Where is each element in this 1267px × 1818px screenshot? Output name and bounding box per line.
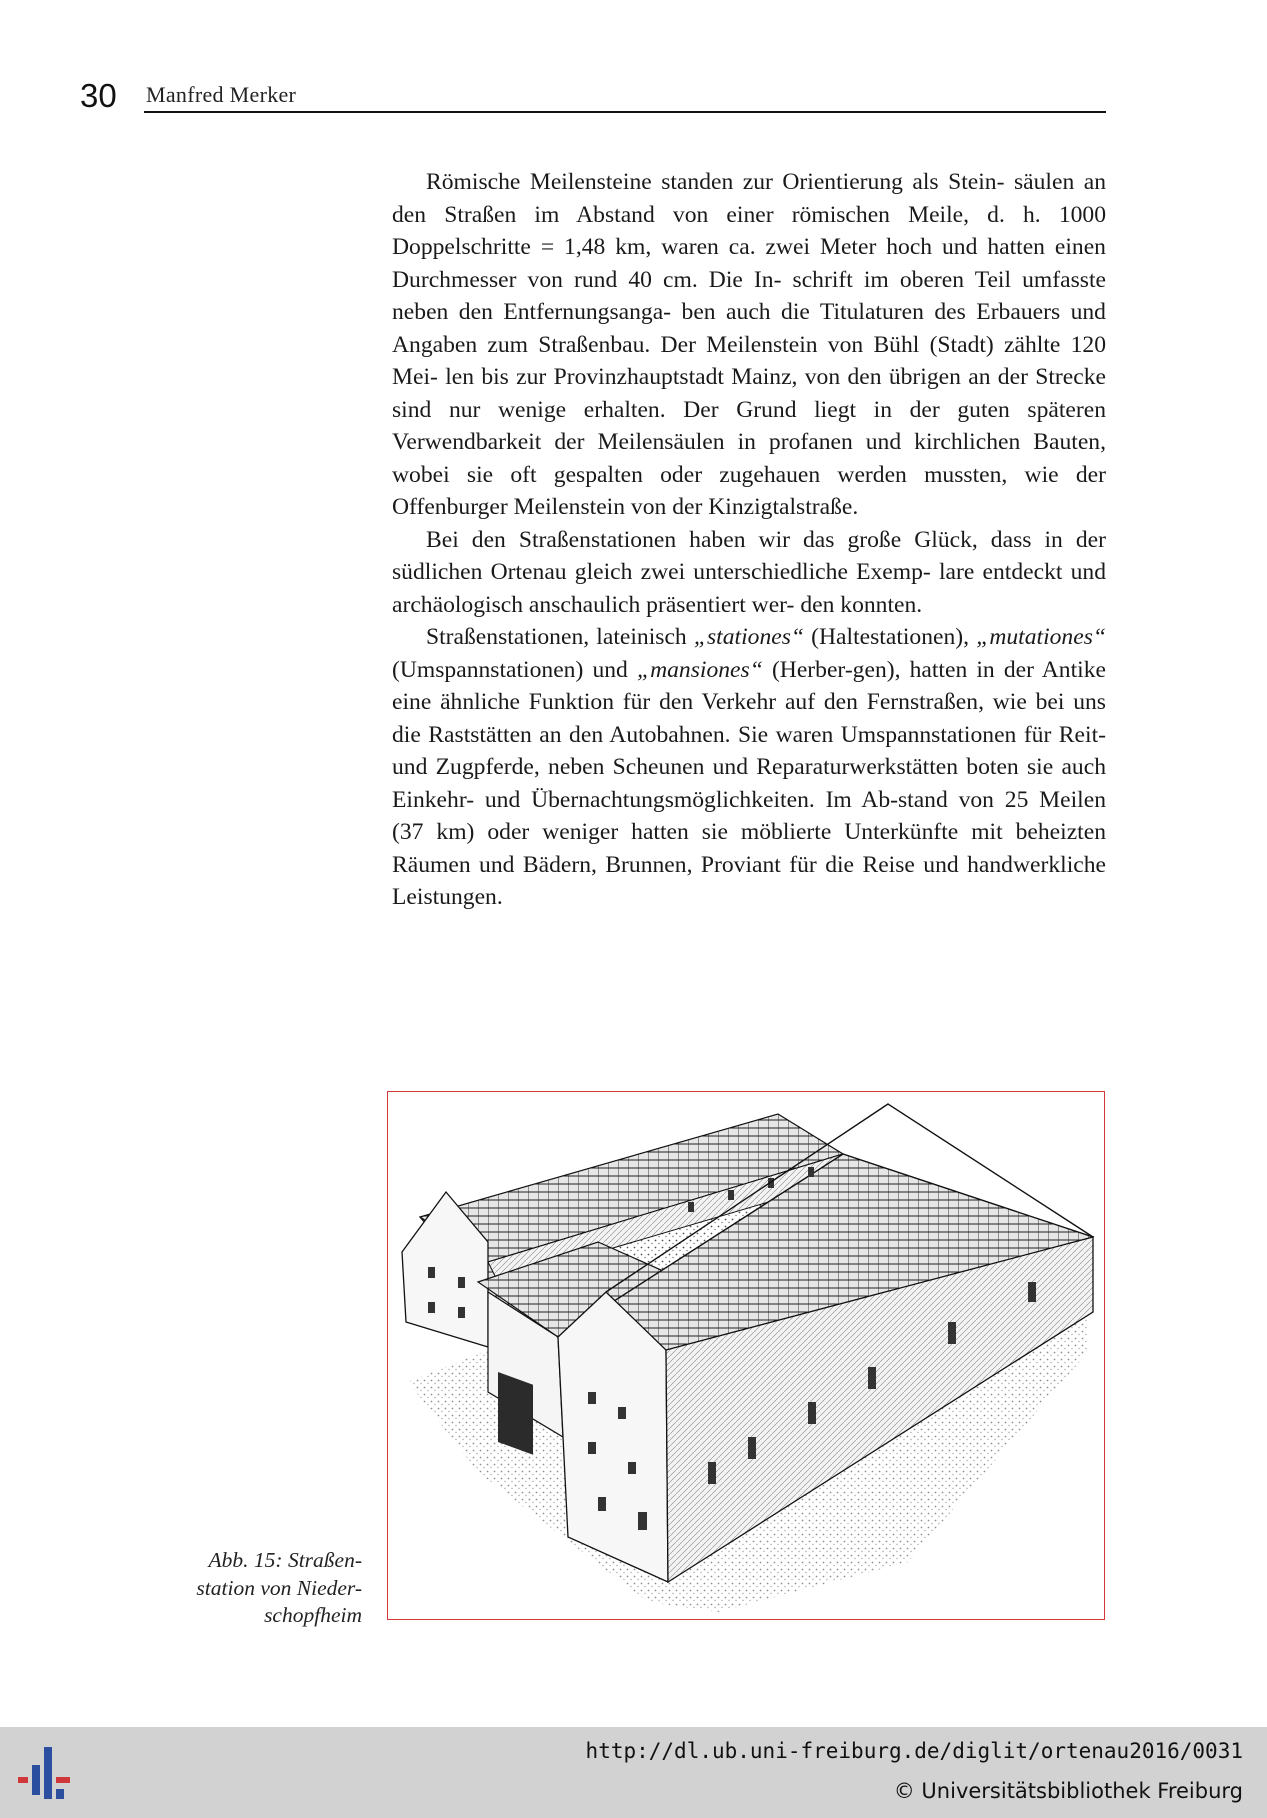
road-station-illustration: [388, 1092, 1105, 1620]
footer-bar: [0, 1727, 1267, 1818]
term-stationes: „stationes“: [693, 624, 805, 650]
paragraph-road-stations: Bei den Straßenstationen haben wir das große Glück, dass in der südlichen Ortenau gleich zwei unterschiedliche Exemp- lare entdeckt und archäologisch anschaulich präsentiert wer- den konnten.: [392, 526, 1106, 618]
running-head-author: Manfred Merker: [146, 82, 297, 107]
term-mansiones: „mansiones“: [636, 656, 763, 683]
figure-caption: Abb. 15: Straßen- station von Nieder- schopfheim: [196, 1548, 362, 1627]
header-rule: [144, 111, 1106, 113]
figure-frame: [387, 1091, 1105, 1620]
body-text: [392, 166, 1106, 914]
paragraph-station-types: Straßenstationen, lateinisch „stationes“ (Haltestationen), „mutationes“ (Umspannstationen) und „mansiones“ (Herber-gen), hatten in der Antike eine ähnliche Funktion für den Verkehr auf den Fernstraßen, wie bei uns die Raststätten an den Autobahnen. Sie waren Umspannstationen für Reit- und Zugpferde, neben Scheunen und Reparaturwerkstätten boten sie auch Einkehr- und Übernachtungsmöglichkeiten. Im Ab-stand von 25 Meilen (37 km) oder weniger hatten sie möblierte Unterkünfte mit beheizten Räumen und Bädern, Brunnen, Proviant für die Reise und handwerkliche Leistungen.: [392, 624, 1106, 910]
copyright-notice: © Universitätsbibliothek Freiburg: [893, 1779, 1243, 1803]
ub-freiburg-logo-icon: [18, 1741, 82, 1805]
gate-opening: [498, 1372, 533, 1455]
source-url-link[interactable]: http://dl.ub.uni-freiburg.de/diglit/ortenau2016/0031: [585, 1739, 1243, 1763]
term-mutationes: „mutationes“: [976, 624, 1106, 650]
right-gable-wall: [558, 1292, 668, 1582]
running-head: [80, 78, 1106, 114]
page-number: 30: [80, 77, 117, 114]
paragraph-milestones: Römische Meilensteine standen zur Orientierung als Stein- säulen an den Straßen im Abstand von einer römischen Meile, d. h. 1000 Doppelschritte = 1,48 km, waren ca. zwei Meter hoch und hatten einen Durchmesser von rund 40 cm. Die In- schrift im oberen Teil umfasste neben den Entfernungsanga- ben auch die Titulaturen des Erbauers und Angaben zum Straßenbau. Der Meilenstein von Bühl (Stadt) zählte 120 Mei- len bis zur Provinzhauptstadt Mainz, von den übrigen an der Strecke sind nur wenige erhalten. Der Grund liegt in der guten späteren Verwendbarkeit der Meilensäulen in profanen und kirchlichen Bauten, wobei sie oft gespalten oder zugehauen werden mussten, wie der Offenburger Meilenstein von der Kinzigtalstraße.: [392, 169, 1107, 520]
